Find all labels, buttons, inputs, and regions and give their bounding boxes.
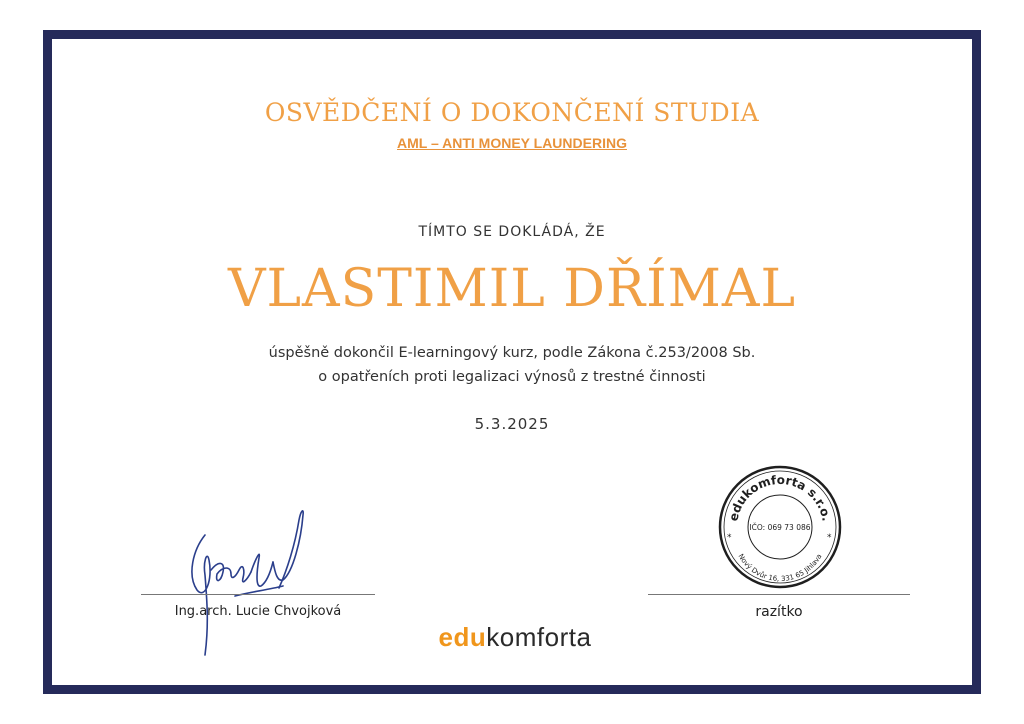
- handwritten-signature: [175, 500, 325, 660]
- course-name: AML – ANTI MONEY LAUNDERING: [397, 135, 627, 151]
- signature-line: [141, 594, 375, 595]
- recipient-name: VLASTIMIL DŘÍMAL: [227, 259, 797, 319]
- description-line-1: úspěšně dokončil E-learningový kurz, podle Zákona č.253/2008 Sb.: [268, 345, 756, 361]
- svg-text:*: *: [727, 533, 732, 543]
- company-stamp: [715, 462, 845, 592]
- stamp-label: razítko: [755, 604, 803, 620]
- stamp-ico: IČO: 069 73 086: [749, 523, 811, 532]
- stamp-line: [648, 594, 910, 595]
- stamp-address: Nový Dvůr 16, 331 65 Jihlava: [736, 552, 824, 584]
- logo-part-komforta: komforta: [486, 622, 592, 652]
- svg-text:*: *: [827, 533, 832, 543]
- certifies-text: TÍMTO SE DOKLÁDÁ, ŽE: [418, 224, 606, 240]
- edukomforta-logo: [410, 622, 620, 653]
- logo-part-edu: edu: [438, 622, 487, 652]
- certificate-title: OSVĚDČENÍ O DOKONČENÍ STUDIA: [264, 98, 760, 127]
- signatory-name: Ing.arch. Lucie Chvojková: [174, 604, 342, 619]
- description-line-2: o opatřeních proti legalizaci výnosů z trestné činnosti: [318, 369, 706, 385]
- stamp-company: edukomforta s.r.o.: [726, 472, 834, 523]
- completion-date: 5.3.2025: [474, 415, 550, 433]
